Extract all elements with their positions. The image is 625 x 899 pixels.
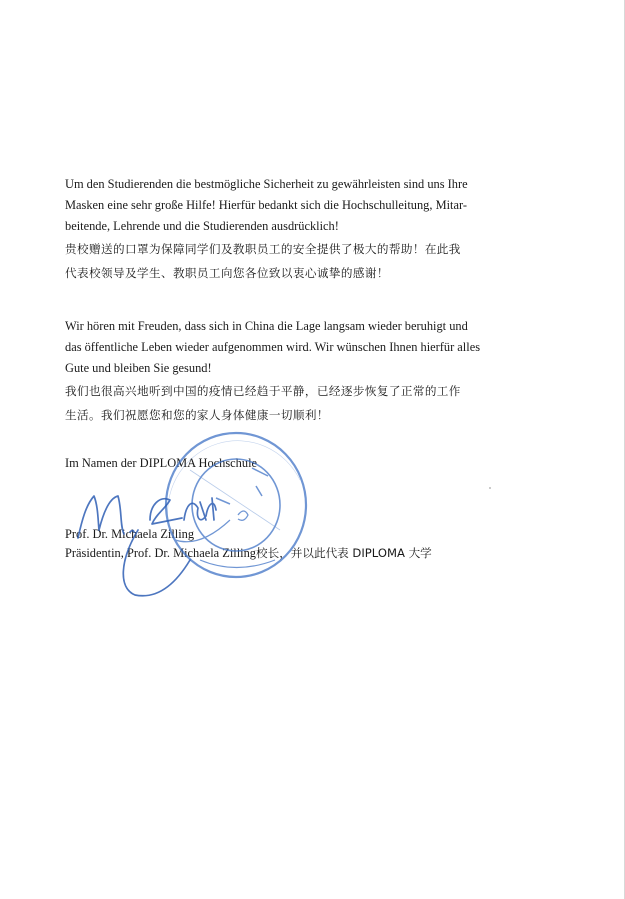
text-line: 生活。我们祝愿您和您的家人身体健康一切顺利！	[65, 408, 329, 422]
signatory-name: Prof. Dr. Michaela Zilling	[65, 527, 195, 541]
text-line: das öffentliche Leben wieder aufgenommen wird. Wir wünschen Ihnen hierfür alles	[65, 340, 481, 354]
closing-line: Im Namen der DIPLOMA Hochschule	[65, 456, 258, 470]
signatory-title	[65, 545, 432, 561]
text-line: Um den Studierenden die bestmögliche Sicherheit zu gewährleisten sind uns Ihre	[65, 177, 468, 191]
text-line: Gute und bleiben Sie gesund!	[65, 361, 212, 375]
paragraph-wishes-chinese	[65, 379, 495, 427]
signatory-title-german: Präsidentin, Prof. Dr. Michaela Zilling	[65, 546, 256, 560]
text-line: 贵校赠送的口罩为保障同学们及教职员工的安全提供了极大的帮助！在此我	[65, 242, 461, 256]
text-line: 我们也很高兴地听到中国的疫情已经趋于平静，已经逐步恢复了正常的工作	[65, 384, 461, 398]
paragraph-thanks-german	[65, 174, 495, 237]
text-line: 代表校领导及学生、教职员工向您各位致以衷心诚挚的感谢！	[65, 266, 389, 280]
scan-speck	[489, 487, 491, 489]
paragraph-thanks-chinese	[65, 237, 495, 285]
paragraph-wishes-german	[65, 316, 495, 379]
text-line: Wir hören mit Freuden, dass sich in China die Lage langsam wieder beruhigt und	[65, 319, 468, 333]
signatory-title-chinese: 校长，并以此代表 DIPLOMA 大学	[256, 546, 432, 560]
text-line: Masken eine sehr große Hilfe! Hierfür bedankt sich die Hochschulleitung, Mitar-	[65, 198, 467, 212]
text-line: beitende, Lehrende und die Studierenden ausdrücklich!	[65, 219, 339, 233]
paragraph-wishes	[65, 316, 495, 427]
paragraph-thanks	[65, 174, 495, 285]
